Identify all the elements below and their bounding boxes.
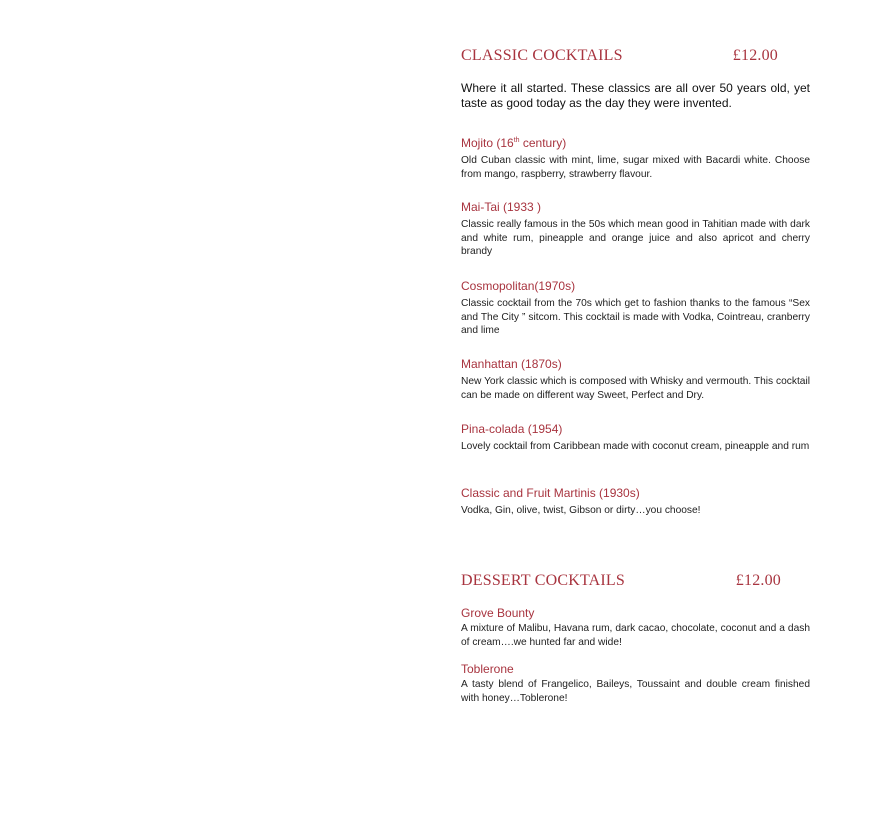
- menu-item-title: Classic and Fruit Martinis (1930s): [461, 486, 640, 500]
- menu-item-grove-bounty: [461, 606, 810, 649]
- menu-item-mai-tai: [461, 200, 810, 259]
- dessert-cocktails-section: [461, 572, 810, 590]
- menu-item-description: Vodka, Gin, olive, twist, Gibson or dirty…you choose!: [461, 505, 701, 516]
- menu-item-title: Mojito (16th century): [461, 136, 567, 150]
- menu-item-manhattan: [461, 357, 810, 402]
- menu-item-martinis: [461, 486, 810, 518]
- classic-section-title: CLASSIC COCKTAILS: [461, 47, 623, 64]
- menu-item-title: Manhattan (1870s): [461, 357, 562, 371]
- menu-item-description: Lovely cocktail from Caribbean made with coconut cream, pineapple and rum: [461, 441, 810, 452]
- classic-section-intro: Where it all started. These classics are all over 50 years old, yet taste as good today as the day they were invented.: [461, 81, 810, 110]
- dessert-section-header: [461, 572, 781, 590]
- menu-item-title: Cosmopolitan(1970s): [461, 279, 576, 293]
- menu-item-description: Classic cocktail from the 70s which get to fashion thanks to the famous “Sex and The City ” sitcom. This cocktail is made with Vodka, Cointreau, cranberry and lime: [461, 298, 810, 336]
- menu-item-mojito: [461, 136, 810, 181]
- classic-section-header: [461, 47, 778, 65]
- menu-item-title: Grove Bounty: [461, 606, 535, 620]
- menu-item-pina-colada: [461, 422, 810, 454]
- classic-cocktails-section: [461, 47, 810, 111]
- menu-item-cosmopolitan: [461, 279, 810, 338]
- menu-item-title: Pina-colada (1954): [461, 422, 563, 436]
- menu-item-description: Old Cuban classic with mint, lime, sugar mixed with Bacardi white. Choose from mango, raspberry, strawberry flavour.: [461, 155, 810, 180]
- menu-item-description: A tasty blend of Frangelico, Baileys, Toussaint and double cream finished with honey…Toblerone!: [461, 679, 810, 704]
- classic-section-price: £12.00: [732, 47, 778, 64]
- dessert-section-title: DESSERT COCKTAILS: [461, 572, 625, 589]
- menu-item-description: New York classic which is composed with Whisky and vermouth. This cocktail can be made on different way Sweet, Perfect and Dry.: [461, 376, 810, 401]
- menu-item-title: Mai-Tai (1933 ): [461, 200, 542, 214]
- dessert-section-price: £12.00: [735, 572, 781, 589]
- menu-item-title: Toblerone: [461, 662, 514, 676]
- menu-item-description: Classic really famous in the 50s which mean good in Tahitian made with dark and white rum, pineapple and orange juice and also apricot and cherry brandy: [461, 219, 810, 257]
- menu-item-toblerone: [461, 662, 810, 705]
- menu-item-description: A mixture of Malibu, Havana rum, dark cacao, chocolate, coconut and a dash of cream….we hunted far and wide!: [461, 623, 810, 648]
